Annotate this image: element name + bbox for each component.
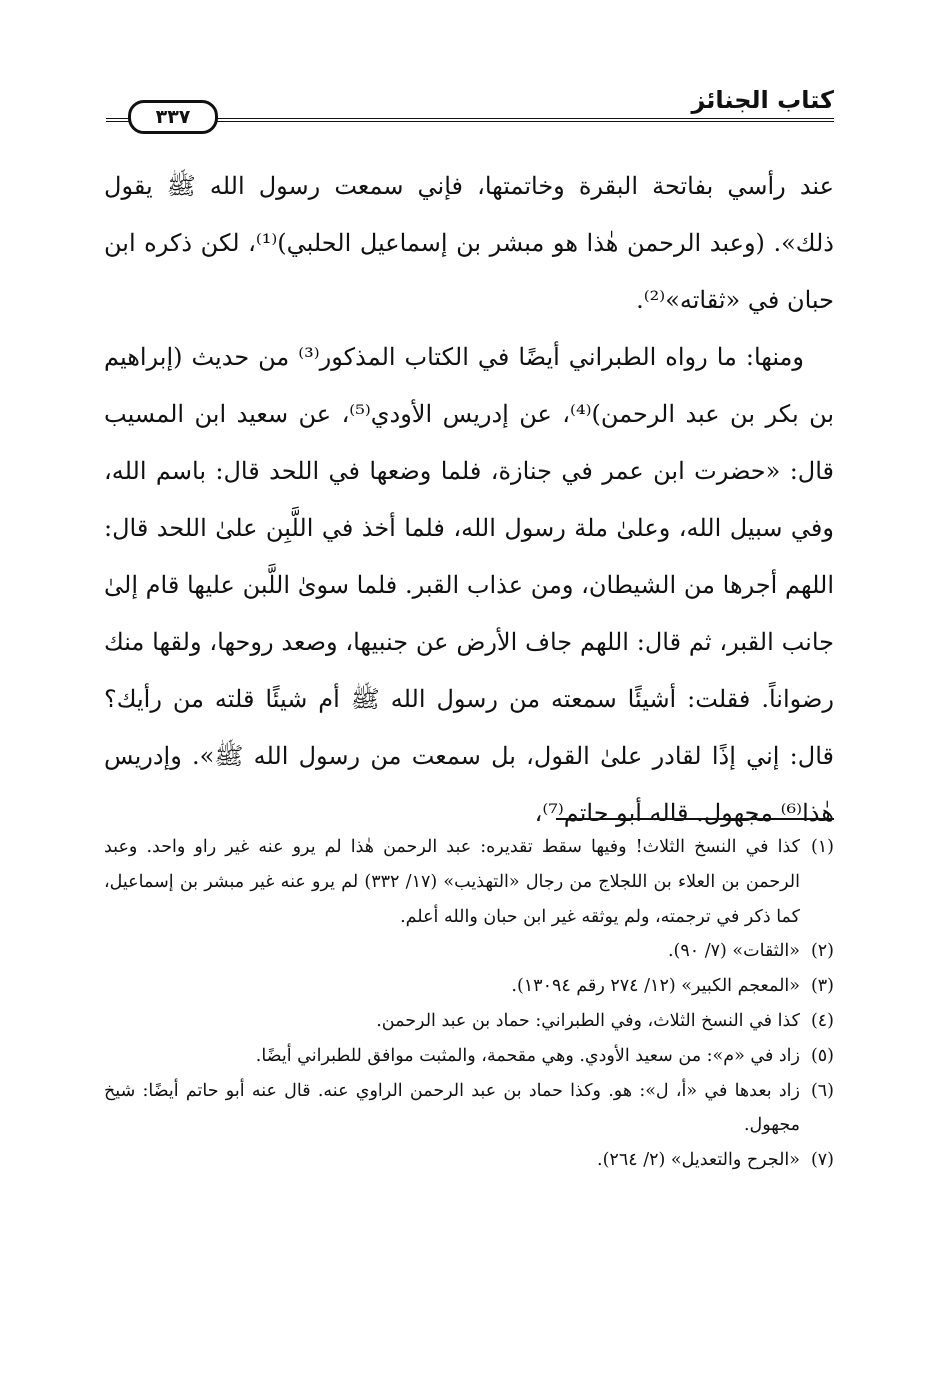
paragraph: ومنها: ما رواه الطبراني أيضًا في الكتاب المذكور⁽³⁾ من حديث (إبراهيم بن بكر بن عبد الرحمن)⁽⁴⁾، عن إدريس الأودي⁽⁵⁾، عن سعيد ابن المسيب قال: «حضرت ابن عمر في جنازة، فلما وضعها في اللحد قال: باسم الله، وفي سبيل الله، وعلىٰ ملة رسول الله، فلما أخذ في اللَّبِن علىٰ اللحد قال: اللهم أجرها من الشيطان، ومن عذاب القبر. فلما سوىٰ اللَّبن عليها قام إلىٰ جانب القبر، ثم قال: اللهم جاف الأرض عن جنبيها، وصعد روحها، ولقها منك رضواناً. فقلت: أشيئًا سمعته من رسول الله ﷺ أم شيئًا قلته من رأيك؟ قال: إني إذًا لقادر علىٰ القول، بل سمعت من رسول الله ﷺ». وإدريس هٰذا⁽⁶⁾ مجهول. قاله أبو حاتم⁽⁷⁾، <box>104 343 835 827</box>
footnote <box>104 1004 834 1039</box>
footnote-number: (٤) <box>810 1010 834 1031</box>
running-header <box>106 86 834 132</box>
chapter-title: كتاب الجنائز <box>691 86 834 114</box>
main-text <box>104 158 834 842</box>
footnote-number: (٥) <box>810 1045 834 1066</box>
footnote-text: زاد بعدها في «أ، ل»: هو. وكذا حماد بن عبد الرحمن الراوي عنه. قال عنه أبو حاتم أيضًا: شيخ مجهول. <box>104 1080 800 1136</box>
footnote <box>104 934 834 969</box>
footnote-number: (٣) <box>810 976 834 997</box>
page-number: ٣٣٧ <box>128 100 218 134</box>
footnote <box>104 969 834 1004</box>
footnote <box>104 1039 834 1074</box>
footnotes <box>104 830 834 1178</box>
footnote-number: (٢) <box>810 941 834 962</box>
footnote-text: كذا في النسخ الثلاث! وفيها سقط تقديره: عبد الرحمن هٰذا لم يرو عنه غير راو واحد. وعبد الرحمن بن العلاء بن اللجلاج من رجال «التهذيب» (١٧/ ٣٣٢) لم يرو عنه غير مبشر بن إسماعيل، كما ذكر في ترجمته، ولم يوثقه غير ابن حبان والله أعلم. <box>104 837 800 927</box>
footnote-number: (٧) <box>810 1150 834 1171</box>
footnote-number: (١) <box>810 837 834 857</box>
footnote-text: كذا في النسخ الثلاث، وفي الطبراني: حماد بن عبد الرحمن. <box>376 1010 800 1031</box>
footnote <box>104 1143 834 1178</box>
footnote <box>104 830 834 934</box>
footnote-text: «الجرح والتعديل» (٢/ ٢٦٤). <box>597 1150 800 1171</box>
footnote-text: «الثقات» (٧/ ٩٠). <box>667 941 800 962</box>
footnote-separator <box>556 818 834 820</box>
paragraph: عند رأسي بفاتحة البقرة وخاتمتها، فإني سمعت رسول الله ﷺ يقول ذلك». (وعبد الرحمن هٰذا هو مبشر بن إسماعيل الحلبي)⁽¹⁾، لكن ذكره ابن حبان في «ثقاته»⁽²⁾. <box>104 172 834 314</box>
footnote-number: (٦) <box>810 1080 834 1101</box>
footnote <box>104 1074 834 1144</box>
footnote-text: «المعجم الكبير» (١٢/ ٢٧٤ رقم ١٣٠٩٤). <box>511 976 800 997</box>
footnote-text: زاد في «م»: من سعيد الأودي. وهي مقحمة، والمثبت موافق للطبراني أيضًا. <box>255 1045 800 1066</box>
